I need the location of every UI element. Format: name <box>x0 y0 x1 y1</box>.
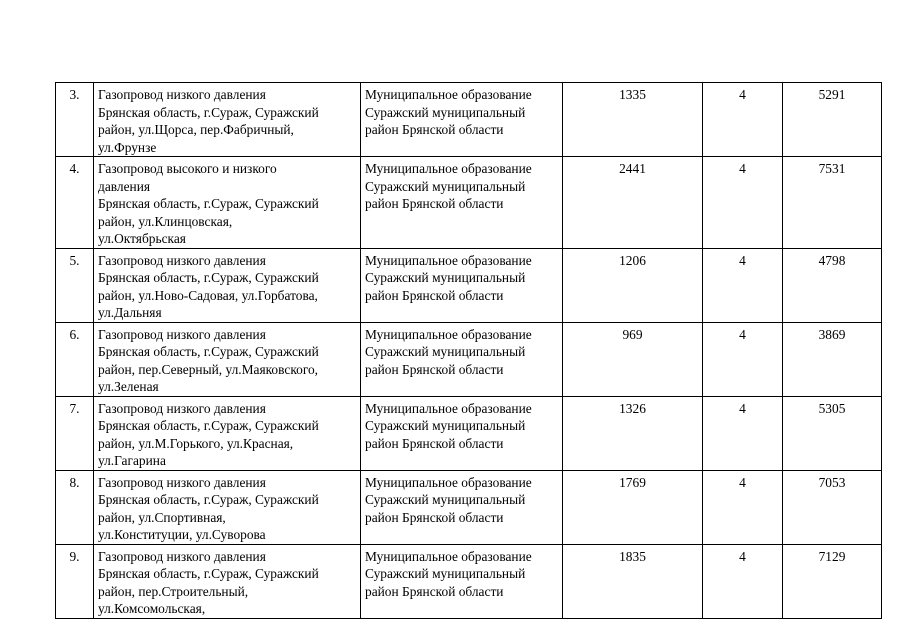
owner-cell: Муниципальное образование Суражский муниципальный район Брянской области <box>361 544 563 618</box>
value-cell-class: 4 <box>703 322 783 396</box>
value-cell-total: 3869 <box>783 322 882 396</box>
row-number: 5. <box>56 248 94 322</box>
owner-cell: Муниципальное образование Суражский муниципальный район Брянской области <box>361 470 563 544</box>
owner-cell: Муниципальное образование Суражский муниципальный район Брянской области <box>361 157 563 249</box>
value-cell-total: 7053 <box>783 470 882 544</box>
table-row <box>56 83 882 157</box>
row-number: 4. <box>56 157 94 249</box>
table-row <box>56 470 882 544</box>
value-cell-length: 2441 <box>563 157 703 249</box>
value-cell-length: 1326 <box>563 396 703 470</box>
pipeline-description: Газопровод низкого давления Брянская область, г.Сураж, Суражский район, ул.М.Горького, ул.Красная, ул.Гагарина <box>94 396 361 470</box>
row-number: 8. <box>56 470 94 544</box>
pipeline-description: Газопровод низкого давления Брянская область, г.Сураж, Суражский район, пер.Строительный, ул.Комсомольская, <box>94 544 361 618</box>
pipeline-description: Газопровод низкого давления Брянская область, г.Сураж, Суражский район, ул.Спортивная, ул.Конституции, ул.Суворова <box>94 470 361 544</box>
row-number: 6. <box>56 322 94 396</box>
owner-cell: Муниципальное образование Суражский муниципальный район Брянской области <box>361 248 563 322</box>
owner-cell: Муниципальное образование Суражский муниципальный район Брянской области <box>361 396 563 470</box>
value-cell-class: 4 <box>703 470 783 544</box>
pipeline-description: Газопровод низкого давления Брянская область, г.Сураж, Суражский район, ул.Ново-Садовая, ул.Горбатова, ул.Дальняя <box>94 248 361 322</box>
pipeline-description: Газопровод низкого давления Брянская область, г.Сураж, Суражский район, ул.Щорса, пер.Фабричный, ул.Фрунзе <box>94 83 361 157</box>
table-row <box>56 544 882 618</box>
table-row <box>56 157 882 249</box>
value-cell-total: 7531 <box>783 157 882 249</box>
table-row <box>56 322 882 396</box>
value-cell-class: 4 <box>703 83 783 157</box>
row-number: 9. <box>56 544 94 618</box>
row-number: 7. <box>56 396 94 470</box>
pipeline-description: Газопровод низкого давления Брянская область, г.Сураж, Суражский район, пер.Северный, ул.Маяковского, ул.Зеленая <box>94 322 361 396</box>
value-cell-length: 1335 <box>563 83 703 157</box>
value-cell-length: 1835 <box>563 544 703 618</box>
table-row <box>56 248 882 322</box>
value-cell-length: 969 <box>563 322 703 396</box>
pipeline-description: Газопровод высокого и низкого давления Брянская область, г.Сураж, Суражский район, ул.Клинцовская, ул.Октябрьская <box>94 157 361 249</box>
row-number: 3. <box>56 83 94 157</box>
value-cell-class: 4 <box>703 544 783 618</box>
value-cell-length: 1769 <box>563 470 703 544</box>
value-cell-length: 1206 <box>563 248 703 322</box>
owner-cell: Муниципальное образование Суражский муниципальный район Брянской области <box>361 322 563 396</box>
table-row <box>56 396 882 470</box>
value-cell-total: 7129 <box>783 544 882 618</box>
value-cell-total: 5291 <box>783 83 882 157</box>
value-cell-total: 5305 <box>783 396 882 470</box>
gas-pipeline-table <box>55 82 882 619</box>
value-cell-class: 4 <box>703 396 783 470</box>
value-cell-total: 4798 <box>783 248 882 322</box>
value-cell-class: 4 <box>703 157 783 249</box>
owner-cell: Муниципальное образование Суражский муниципальный район Брянской области <box>361 83 563 157</box>
value-cell-class: 4 <box>703 248 783 322</box>
